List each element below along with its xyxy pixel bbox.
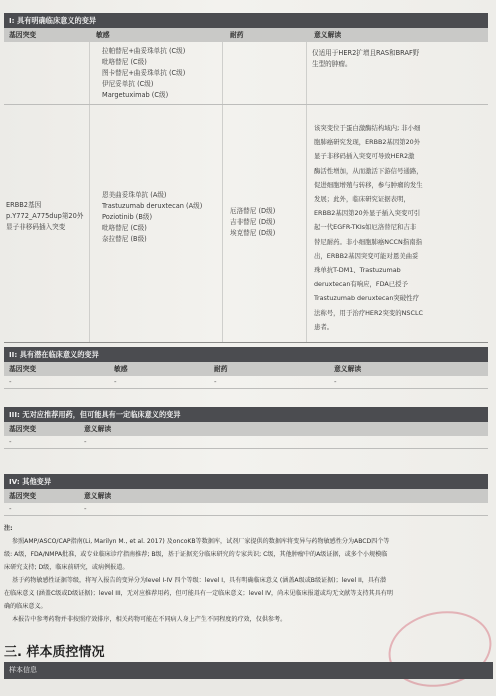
interpretation-line: 发展；此外，临床研究证据表明， (314, 195, 410, 204)
section-3-title: III: 无对应推荐用药，但可能具有一定临床意义的变异 (4, 407, 488, 422)
drug-item: 吉非替尼 (D级) (230, 218, 276, 226)
header-interpretation: 意义解读 (84, 492, 112, 500)
header-resistant: 耐药 (214, 365, 228, 373)
header-gene: 基因突变 (9, 425, 37, 433)
header-sensitive: 敏感 (114, 365, 128, 373)
drug-item: 伊尼妥单抗 (C级) (102, 80, 154, 88)
drug-item: 吡咯替尼 (C级) (102, 58, 147, 66)
section-4-header (4, 489, 488, 503)
empty-value: - (84, 505, 87, 513)
empty-value: - (114, 378, 117, 386)
empty-value: - (334, 378, 337, 386)
note-line: 参照AMP/ASCO/CAP指南(Li, Marilyn M., et al. 2017) 及oncoKB等数据库，试剂厂家提供的数据库将变异与药物敏感性分为ABCD四个等 (12, 538, 390, 545)
section-1-title: I: 具有明确临床意义的变异 (4, 13, 488, 28)
drug-item: 拉帕替尼+曲妥珠单抗 (C级) (102, 47, 186, 55)
interpretation-line: 珠单抗T-DM1、Trastuzumab (314, 266, 401, 275)
gene-line: 显子非移码插入突变 (6, 223, 66, 231)
drug-item: 埃克替尼 (D级) (230, 229, 276, 237)
notes-block (4, 522, 488, 626)
drug-item: 奈拉替尼 (B级) (102, 235, 147, 243)
section-3 (4, 407, 488, 449)
drug-item: Trastuzumab deruxtecan (A级) (102, 202, 203, 210)
empty-value: - (214, 378, 217, 386)
section-1 (4, 13, 488, 42)
interpretation-line: 酶活性增加，从而激活下游信号通路， (314, 166, 423, 175)
note-line: 确的临床意义。 (4, 603, 47, 610)
gene-line: p.Y772_A775dup第20外 (6, 212, 84, 220)
interpretation-line: 显子非移码插入突变可导致HER2激 (314, 152, 415, 161)
column-divider (89, 42, 90, 342)
column-divider (306, 42, 307, 342)
header-interpretation: 意义解读 (84, 425, 112, 433)
note-line: 在临床意义 (涵盖C级或D级证据)；level III，无对应推荐用药，但可能具有一定临床意义；level IV，尚未见临床报道或均无文献等支持其具有明 (4, 590, 393, 597)
column-divider (222, 42, 223, 342)
empty-value: - (84, 438, 87, 446)
header-gene: 基因突变 (9, 365, 37, 373)
notes-label: 注: (4, 525, 13, 532)
empty-row (4, 436, 488, 449)
interpretation-line: 患者。 (314, 322, 334, 331)
header-gene: 基因突变 (9, 31, 37, 39)
interpretation-line: ERBB2基因第20外显子插入突变可引 (314, 209, 421, 218)
empty-value: - (9, 505, 12, 513)
gene-line: ERBB2基因 (6, 201, 42, 209)
section-3-header (4, 422, 488, 436)
row1-sensitive-list (102, 46, 185, 101)
table-bottom-line (4, 342, 488, 343)
empty-value: - (9, 438, 12, 446)
drug-item: 恩美曲妥珠单抗 (A级) (102, 191, 167, 199)
row2-resistant-list (230, 206, 275, 239)
note-line: 床研究支持; D级，临床前研究，或病例报道。 (4, 564, 129, 571)
interpretation-line: 促进细胞增殖与转移，参与肿瘤的发生 (314, 180, 423, 189)
section-2-header (4, 362, 488, 376)
note-line: 本报告中参考药物并非按照疗效排序，相关药物可能在不同病人身上产生不同程度的疗效，仅供参考。 (12, 616, 287, 623)
interpretation-line: Trastuzumab deruxtecan突破性疗 (314, 294, 419, 303)
drug-item: 厄洛替尼 (D级) (230, 207, 276, 215)
drug-item: 吡咯替尼 (C级) (102, 224, 147, 232)
header-interpretation: 意义解读 (314, 31, 342, 39)
row2-gene (6, 200, 83, 233)
header-gene: 基因突变 (9, 492, 37, 500)
header-resistant: 耐药 (230, 31, 244, 39)
interpretation-line: 该突变位于蛋白激酶结构域内; 非小细 (314, 124, 421, 132)
section-4-title: IV: 其他变异 (4, 474, 488, 489)
interpretation-line: deruxtecan有响应，FDA已授予 (314, 280, 408, 289)
drug-item: Margetuximab (C级) (102, 91, 169, 99)
header-interpretation: 意义解读 (334, 365, 362, 373)
section-2-title: II: 具有潜在临床意义的变异 (4, 347, 488, 362)
empty-value: - (9, 378, 12, 386)
drug-item: Poziotinib (B级) (102, 213, 153, 221)
section-1-header (4, 28, 488, 42)
drug-item: 图卡替尼+曲妥珠单抗 (C级) (102, 69, 186, 77)
sample-info-bar: 样本信息 (4, 662, 493, 679)
empty-row (4, 503, 488, 516)
section-4 (4, 474, 488, 516)
interpretation-line: 生型的肿瘤。 (312, 60, 352, 68)
interpretation-line: 胞肺癌研究发现，ERBB2基因第20外 (314, 138, 421, 147)
header-sensitive: 敏感 (96, 31, 110, 39)
interpretation-line: 仅适用于HER2扩增且RAS和BRAF野 (312, 49, 420, 57)
interpretation-line: 起一代EGFR-TKIs如厄洛替尼和吉非 (314, 223, 417, 232)
note-line: 级: A级，FDA/NMPA批准，或专业临床诊疗指南推荐; B级，基于证据充分临床研究的专家共识; C级，其他肿瘤中的A级证据，或多个小规模临 (4, 551, 388, 558)
row-divider (4, 104, 488, 105)
row2-interpretation (314, 121, 486, 334)
section-heading: 三. 样本质控情况 (4, 645, 105, 660)
empty-row (4, 376, 488, 389)
row1-interpretation (312, 48, 419, 70)
section-2 (4, 347, 488, 389)
interpretation-line: 替尼耐药。非小细胞肺癌NCCN指南指 (314, 237, 422, 246)
interpretation-line: 法称号，用于治疗HER2突变的NSCLC (314, 308, 423, 317)
note-line: 基于药物敏感性证据等级，将写入报告的变异分为level I-IV 四个等级：level I，具有明确临床意义 (涵盖A级或B级证据)；level II，具有潜 (12, 577, 387, 584)
interpretation-line: 出，ERBB2基因突变可能对恩美曲妥 (314, 251, 419, 260)
row2-sensitive-list (102, 190, 202, 245)
